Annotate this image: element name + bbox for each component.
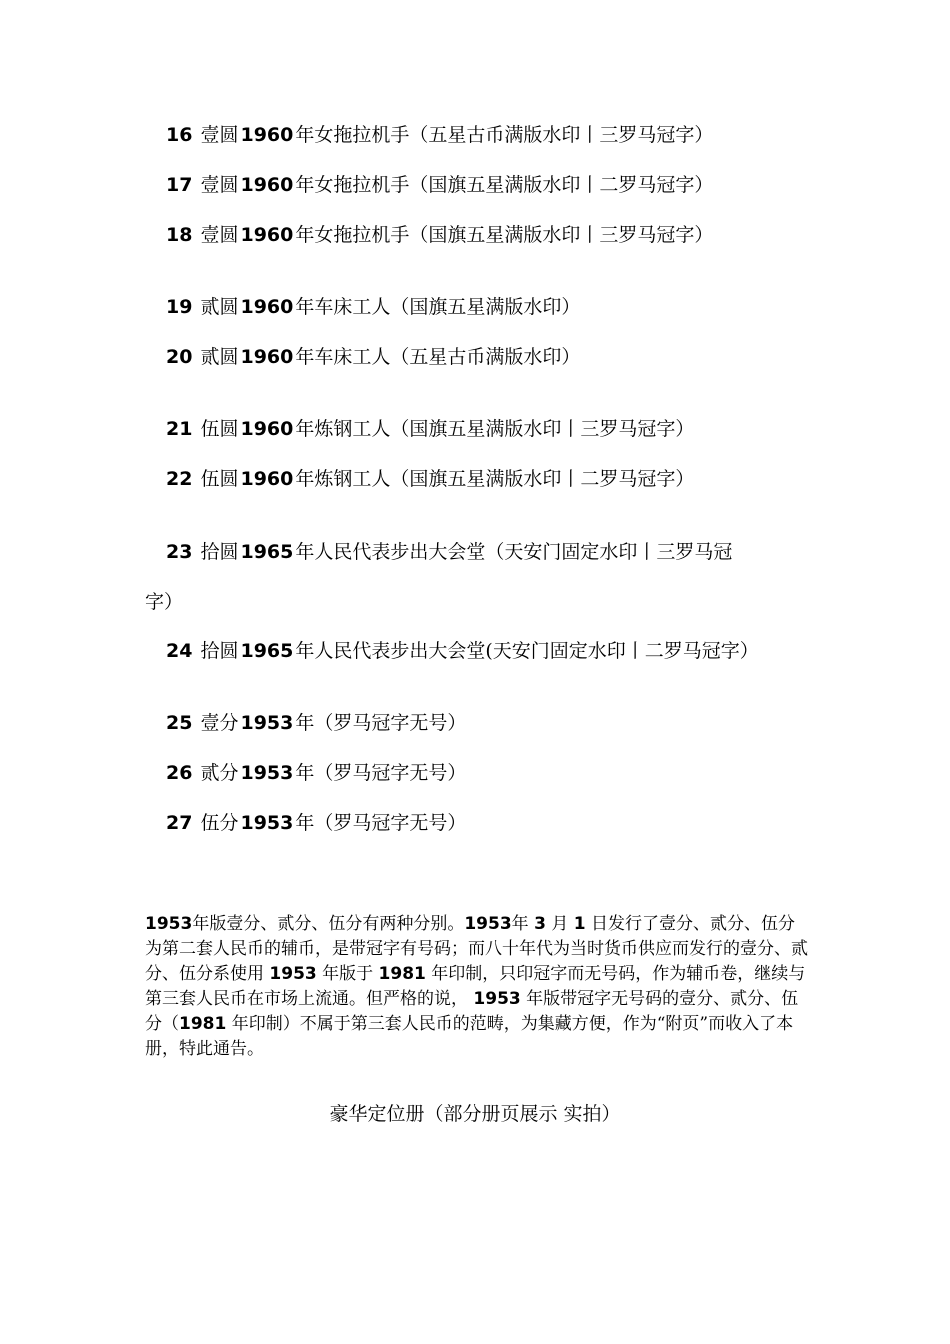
- item-number: 27: [166, 812, 193, 834]
- item-description: 年女拖拉机手（五星古币满版水印丨三罗马冠字）: [295, 124, 714, 146]
- item-description: 年（罗马冠字无号）: [295, 762, 467, 784]
- item-number: 20: [166, 346, 193, 368]
- list-item: [166, 466, 694, 492]
- item-year: 1960: [240, 174, 294, 196]
- item-denomination: 拾圆: [200, 541, 239, 563]
- note-text: 年印制，只印冠字而无号码，作为辅币卷，继续与第三套人民币在市场上流通。但严格的说，: [145, 964, 806, 1009]
- list-item: [166, 539, 732, 565]
- item-number: 17: [166, 174, 193, 196]
- item-denomination: 伍分: [200, 812, 239, 834]
- item-description: 年炼钢工人（国旗五星满版水印丨三罗马冠字）: [295, 418, 695, 440]
- note-year: 1953: [473, 989, 521, 1009]
- item-continuation: 字）: [145, 591, 184, 613]
- item-description: 年车床工人（国旗五星满版水印）: [295, 296, 581, 318]
- item-denomination: 贰分: [200, 762, 239, 784]
- item-number: 18: [166, 224, 193, 246]
- item-description: 年（罗马冠字无号）: [295, 812, 467, 834]
- item-year: 1965: [240, 640, 294, 662]
- note-text: 日发行了壹分、贰分、伍分为第二套人民币的辅币，是带冠字有号码；而八十年代为当时货币供应而发行的壹分、贰分、伍分系使用: [145, 914, 808, 984]
- item-number: 19: [166, 296, 193, 318]
- list-item: [166, 294, 580, 320]
- item-year: 1960: [240, 346, 294, 368]
- item-denomination: 壹圆: [200, 224, 239, 246]
- note-paragraph: [145, 912, 810, 1062]
- note-text: 年版壹分、贰分、伍分有两种分别。: [192, 914, 465, 934]
- note-year: 1953: [269, 964, 317, 984]
- note-text: 年版于: [322, 964, 374, 984]
- note-text: 年: [511, 914, 529, 934]
- list-item: [166, 122, 713, 148]
- list-item: [166, 638, 759, 664]
- item-year: 1960: [240, 418, 294, 440]
- list-item: [166, 416, 694, 442]
- item-year: 1953: [240, 712, 294, 734]
- item-description: 年人民代表步出大会堂（天安门固定水印丨三罗马冠: [295, 541, 733, 563]
- note-month: 3: [534, 914, 546, 934]
- item-denomination: 贰圆: [200, 346, 239, 368]
- item-description: 年炼钢工人（国旗五星满版水印丨二罗马冠字）: [295, 468, 695, 490]
- note-text: 年版带冠字无号码的壹分、贰分、伍分（: [145, 989, 799, 1034]
- item-denomination: 壹圆: [200, 174, 239, 196]
- item-denomination: 拾圆: [200, 640, 239, 662]
- item-description: 年人民代表步出大会堂(天安门固定水印丨二罗马冠字）: [295, 640, 759, 662]
- item-denomination: 贰圆: [200, 296, 239, 318]
- note-day: 1: [573, 914, 586, 934]
- list-item: [166, 710, 466, 736]
- item-denomination: 壹圆: [200, 124, 239, 146]
- item-number: 23: [166, 541, 193, 563]
- item-denomination: 伍圆: [200, 418, 239, 440]
- item-number: 24: [166, 640, 193, 662]
- item-year: 1953: [240, 762, 294, 784]
- list-item: [166, 222, 713, 248]
- item-number: 21: [166, 418, 193, 440]
- item-number: 16: [166, 124, 193, 146]
- item-number: 22: [166, 468, 193, 490]
- item-year: 1960: [240, 124, 294, 146]
- item-year: 1960: [240, 468, 294, 490]
- item-year: 1965: [240, 541, 294, 563]
- item-year: 1953: [240, 812, 294, 834]
- item-denomination: 伍圆: [200, 468, 239, 490]
- item-number: 26: [166, 762, 193, 784]
- item-description: 年女拖拉机手（国旗五星满版水印丨三罗马冠字）: [295, 224, 714, 246]
- note-year: 1981: [179, 1014, 227, 1034]
- list-item: [166, 344, 580, 370]
- item-number: 25: [166, 712, 193, 734]
- item-description: 年女拖拉机手（国旗五星满版水印丨二罗马冠字）: [295, 174, 714, 196]
- note-text: 年印制）不属于第三套人民币的范畴，为集藏方便，作为“附页”而收入了本册，特此通告。: [145, 1014, 794, 1059]
- list-item: [166, 810, 466, 836]
- item-year: 1960: [240, 224, 294, 246]
- item-year: 1960: [240, 296, 294, 318]
- note-year: 1953: [464, 914, 512, 934]
- item-description: 年（罗马冠字无号）: [295, 712, 467, 734]
- note-text: 月: [551, 914, 569, 934]
- page-caption: 豪华定位册（部分册页展示 实拍）: [329, 1103, 621, 1125]
- list-item: [166, 760, 466, 786]
- note-year: 1981: [378, 964, 426, 984]
- list-item: [166, 172, 713, 198]
- note-year: 1953: [145, 914, 193, 934]
- item-description: 年车床工人（五星古币满版水印）: [295, 346, 581, 368]
- item-denomination: 壹分: [200, 712, 239, 734]
